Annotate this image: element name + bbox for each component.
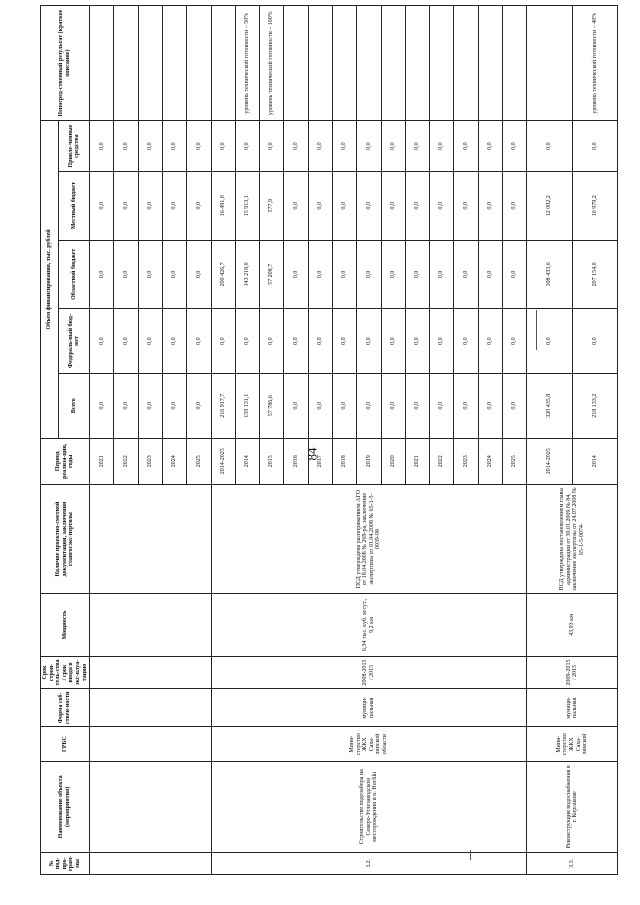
regional-value: 0,0 (187, 240, 211, 309)
attracted-value: 0,0 (308, 121, 332, 172)
total-value: 0,0 (430, 373, 454, 438)
local-value: 15 913,1 (235, 171, 259, 240)
rotated-page (40, 5, 598, 875)
total-value: 0,0 (478, 373, 502, 438)
attracted-value: 0,0 (138, 121, 162, 172)
capacity (90, 594, 211, 657)
period-year: 2014 (235, 438, 259, 484)
attracted-value: 0,0 (572, 121, 618, 172)
period-year: 2022 (114, 438, 138, 484)
attracted-value: 0,0 (114, 121, 138, 172)
header-deadline: Срок строи-тель-ства / срок ввода в экс-плуа-тацию (41, 656, 90, 688)
attracted-value: 0,0 (430, 121, 454, 172)
header-docs: Наличие проектно-сметной документации, заключения главгосэкс-пертизы (41, 485, 90, 594)
federal-value: 0,0 (381, 309, 405, 374)
federal-value: 0,0 (284, 309, 308, 374)
table-row (211, 6, 235, 875)
header-row-1 (41, 6, 59, 875)
attracted-value: 0,0 (357, 121, 381, 172)
result-text (114, 6, 138, 121)
period-year: 2014-2025 (211, 438, 235, 484)
period-year: 2022 (430, 438, 454, 484)
regional-value: 0,0 (332, 240, 356, 309)
scan-mark (536, 310, 537, 350)
object-name: Реконструкция водоснабжения в г. Корсакове (527, 761, 618, 852)
deadline: 2008-2015 / 2015 (211, 656, 527, 688)
federal-value: 0,0 (478, 309, 502, 374)
federal-value: 0,0 (235, 309, 259, 374)
attracted-value: 0,0 (527, 121, 573, 172)
regional-value: 0,0 (138, 240, 162, 309)
federal-value: 0,0 (138, 309, 162, 374)
total-value: 218 133,2 (572, 373, 618, 438)
object-name: Строительство водозабора на Северо-Углезаводском месторождении в п. Ногliki (211, 761, 527, 852)
local-value: 0,0 (90, 171, 114, 240)
regional-value: 0,0 (478, 240, 502, 309)
total-value: 0,0 (332, 373, 356, 438)
regional-value: 207 154,0 (572, 240, 618, 309)
row-num: 3.2. (211, 852, 527, 874)
period-year: 2025 (502, 438, 526, 484)
result-text (381, 6, 405, 121)
header-regional: Областной бюджет (59, 240, 90, 309)
result-text: уровень технической готовности – 40% (572, 6, 618, 121)
attracted-value: 0,0 (478, 121, 502, 172)
local-value: 0,0 (284, 171, 308, 240)
regional-value: 0,0 (381, 240, 405, 309)
result-text (478, 6, 502, 121)
page-number: 84 (304, 447, 320, 461)
header-federal: Федераль-ный бюд-жет (59, 309, 90, 374)
header-total: Всего (59, 373, 90, 438)
table-body (90, 6, 618, 875)
ownership (90, 689, 211, 727)
attracted-value: 0,0 (284, 121, 308, 172)
regional-value: 0,0 (357, 240, 381, 309)
header-result: Непосред-ственный результат (краткое описание) (41, 6, 90, 121)
header-attracted: Привле-ченные средства (59, 121, 90, 172)
regional-value: 0,0 (114, 240, 138, 309)
local-value: 16 491,0 (211, 171, 235, 240)
federal-value: 0,0 (430, 309, 454, 374)
result-text (163, 6, 187, 121)
header-period: Период реализа-ции, годы (41, 438, 90, 484)
local-value: 0,0 (502, 171, 526, 240)
regional-value: 0,0 (308, 240, 332, 309)
table-row (527, 6, 573, 875)
header-name: Наименование объекта (мероприятия) (41, 761, 90, 852)
attracted-value: 0,0 (502, 121, 526, 172)
grbs (90, 727, 211, 761)
result-text (90, 6, 114, 121)
total-value: 159 131,1 (235, 373, 259, 438)
regional-value: 143 218,0 (235, 240, 259, 309)
header-ownership: Форма соб-ствен-ности (41, 689, 90, 727)
federal-value: 0,0 (163, 309, 187, 374)
period-year: 2024 (478, 438, 502, 484)
local-value: 0,0 (163, 171, 187, 240)
header-capacity: Мощность (41, 594, 90, 657)
federal-value: 0,0 (572, 309, 618, 374)
attracted-value: 0,0 (90, 121, 114, 172)
period-year: 2021 (405, 438, 429, 484)
local-value: 0,0 (114, 171, 138, 240)
local-value: 12 002,2 (527, 171, 573, 240)
ownership: муници-пальная (211, 689, 527, 727)
attracted-value: 0,0 (163, 121, 187, 172)
local-value: 0,0 (405, 171, 429, 240)
result-text (405, 6, 429, 121)
attracted-value: 0,0 (381, 121, 405, 172)
local-value: 0,0 (430, 171, 454, 240)
total-value: 0,0 (187, 373, 211, 438)
total-value: 0,0 (90, 373, 114, 438)
local-value: 0,0 (478, 171, 502, 240)
regional-value: 57 208,7 (260, 240, 284, 309)
total-value: 57 786,6 (260, 373, 284, 438)
result-text: уровень технической готовности – 100% (260, 6, 284, 121)
period-year: 2017 (308, 438, 332, 484)
total-value: 0,0 (114, 373, 138, 438)
regional-value: 308 433,6 (527, 240, 573, 309)
period-year: 2019 (357, 438, 381, 484)
local-value: 577,9 (260, 171, 284, 240)
federal-value: 0,0 (332, 309, 356, 374)
period-year: 2024 (163, 438, 187, 484)
capacity: 6,34 тыс. куб. м/сут., 9,2 км (211, 594, 527, 657)
total-value: 0,0 (405, 373, 429, 438)
federal-value: 0,0 (357, 309, 381, 374)
local-value: 0,0 (138, 171, 162, 240)
regional-value: 0,0 (163, 240, 187, 309)
total-value: 216 917,7 (211, 373, 235, 438)
header-funding-group: Объем финансирования, тыс. рублей (41, 121, 59, 438)
total-value: 0,0 (163, 373, 187, 438)
local-value: 0,0 (187, 171, 211, 240)
attracted-value: 0,0 (332, 121, 356, 172)
period-year: 2023 (138, 438, 162, 484)
result-text (430, 6, 454, 121)
local-value: 0,0 (381, 171, 405, 240)
federal-value: 0,0 (114, 309, 138, 374)
docs (90, 485, 211, 594)
result-text (308, 6, 332, 121)
regional-value: 0,0 (454, 240, 478, 309)
regional-value: 0,0 (502, 240, 526, 309)
federal-value: 0,0 (308, 309, 332, 374)
docs: ПСД утверждена постановлением главы администрации от 30.01.2009 № 84, заключение экспертизы от 24.07.2008 № 65-1-5-0074- (527, 485, 618, 594)
object-name (90, 761, 211, 852)
federal-value: 0,0 (527, 309, 573, 374)
attracted-value: 0,0 (211, 121, 235, 172)
total-value: 0,0 (284, 373, 308, 438)
period-year: 2018 (332, 438, 356, 484)
result-text (357, 6, 381, 121)
period-year: 2016 (284, 438, 308, 484)
total-value: 0,0 (381, 373, 405, 438)
result-text (454, 6, 478, 121)
period-year: 2014-2025 (527, 438, 573, 484)
federal-value: 0,0 (405, 309, 429, 374)
docs: ПСД утверждена распоряжением АГО от 18.04.2008 № 269-ра, заключение экспертизы от 01.04.2008 № 65-1-5-0039-08 (211, 485, 527, 594)
period-year: 2015 (260, 438, 284, 484)
result-text (138, 6, 162, 121)
result-text (527, 6, 573, 121)
header-local: Местный бюджет (59, 171, 90, 240)
result-text (502, 6, 526, 121)
period-year: 2021 (90, 438, 114, 484)
attracted-value: 0,0 (454, 121, 478, 172)
total-value: 0,0 (454, 373, 478, 438)
scan-mark (470, 850, 471, 860)
local-value: 0,0 (454, 171, 478, 240)
regional-value: 200 426,7 (211, 240, 235, 309)
total-value: 0,0 (357, 373, 381, 438)
grbs: Мини-стерство ЖКХ Саха-линской области (211, 727, 527, 761)
attracted-value: 0,0 (405, 121, 429, 172)
federal-value: 0,0 (90, 309, 114, 374)
total-value: 0,0 (138, 373, 162, 438)
ownership: муници-пальная (527, 689, 618, 727)
header-grbs: ГРБС (41, 727, 90, 761)
regional-value: 0,0 (284, 240, 308, 309)
regional-value: 0,0 (90, 240, 114, 309)
local-value: 0,0 (308, 171, 332, 240)
federal-value: 0,0 (454, 309, 478, 374)
federal-value: 0,0 (502, 309, 526, 374)
deadline: 2009-2015 / 2015 (527, 656, 618, 688)
period-year: 2014 (572, 438, 618, 484)
regional-value: 0,0 (405, 240, 429, 309)
attracted-value: 0,0 (235, 121, 259, 172)
federal-value: 0,0 (260, 309, 284, 374)
table-row (90, 6, 114, 875)
result-text (211, 6, 235, 121)
result-text (187, 6, 211, 121)
deadline (90, 656, 211, 688)
attracted-value: 0,0 (187, 121, 211, 172)
federal-value: 0,0 (211, 309, 235, 374)
federal-value: 0,0 (187, 309, 211, 374)
result-text (284, 6, 308, 121)
total-value: 0,0 (502, 373, 526, 438)
result-text: уровень технической готовности – 50% (235, 6, 259, 121)
regional-value: 0,0 (430, 240, 454, 309)
period-year: 2023 (454, 438, 478, 484)
total-value: 320 435,8 (527, 373, 573, 438)
grbs: Мини-стерство ЖКХ Саха-линской (527, 727, 618, 761)
row-num (90, 852, 211, 874)
total-value: 0,0 (308, 373, 332, 438)
period-year: 2025 (187, 438, 211, 484)
period-year: 2020 (381, 438, 405, 484)
local-value: 0,0 (357, 171, 381, 240)
attracted-value: 0,0 (260, 121, 284, 172)
capacity: 43,93 км (527, 594, 618, 657)
funding-table (40, 5, 618, 875)
header-num: № под-про-грам-мы (41, 852, 90, 874)
local-value: 10 979,2 (572, 171, 618, 240)
row-num: 3.3. (527, 852, 618, 874)
result-text (332, 6, 356, 121)
local-value: 0,0 (332, 171, 356, 240)
